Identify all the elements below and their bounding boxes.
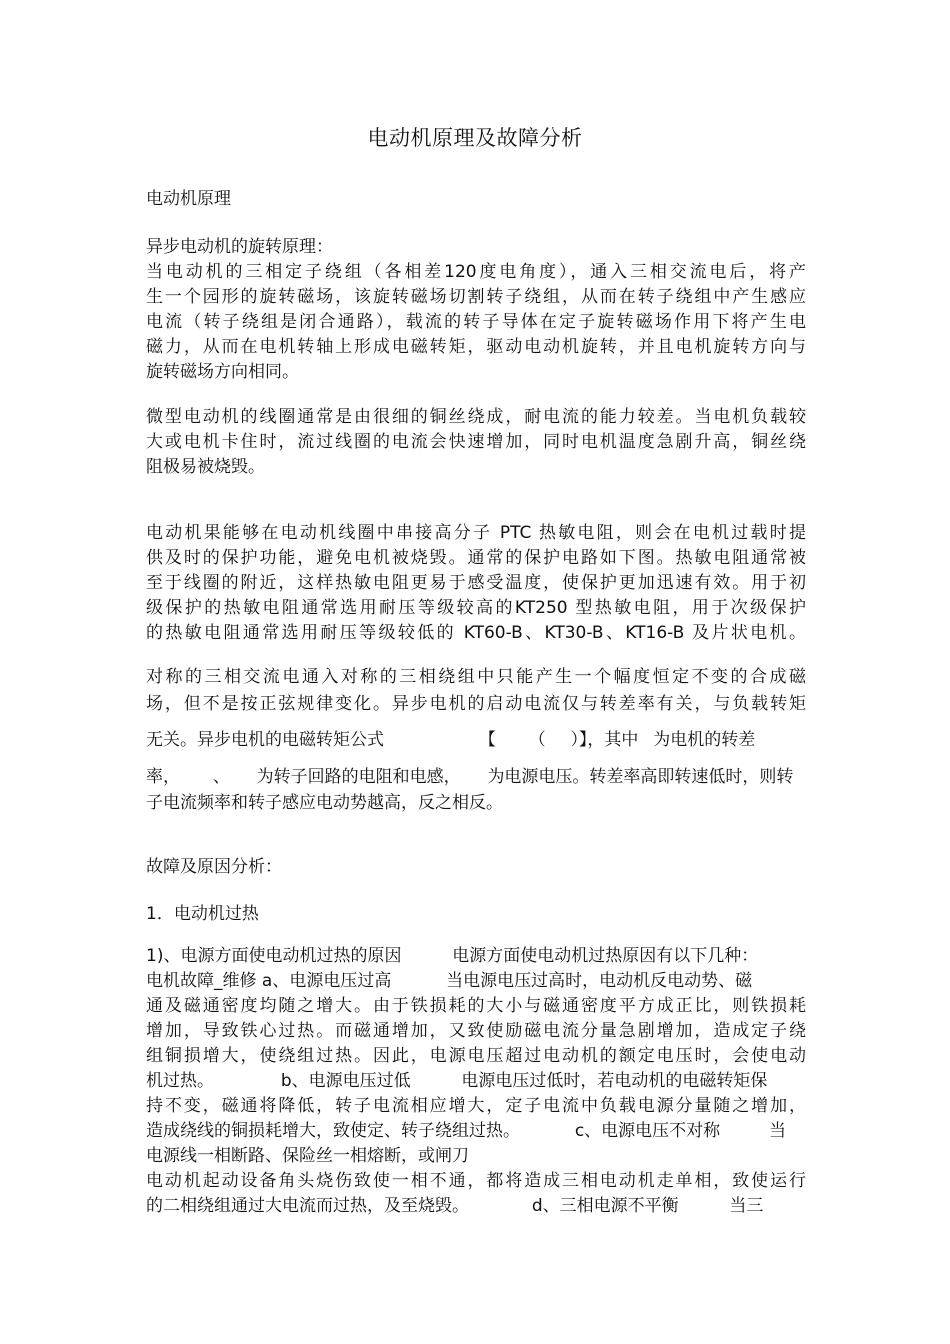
paragraph-segment: 电源方面使电动机过热原因有以下几种： — [452, 946, 759, 966]
document-title: 电动机原理及故障分析 — [367, 126, 583, 150]
formula-separator: 、 — [212, 767, 230, 787]
paragraph-line: 阻极易被烧毁。 — [146, 457, 265, 477]
paragraph-line — [146, 941, 758, 966]
paragraph-segment: 机过热。 — [146, 1071, 214, 1091]
paragraph-line: 电源线一相断路、保险丝一相熔断，或闸刀 — [146, 1146, 469, 1166]
subheading-rotation: 异步电动机的旋转原理： — [146, 237, 333, 257]
paragraph-segment: d、三相电源不平衡 — [531, 1196, 679, 1216]
formula-bracket-open: 【 — [478, 730, 496, 750]
paragraph-segment: 当三 — [729, 1196, 764, 1216]
paragraph-line: 磁力，从而在电机转轴上形成电磁转矩，驱动电动机旋转，并且电机旋转方向与 — [146, 337, 806, 357]
paragraph-line: 旋转磁场方向相同。 — [146, 362, 299, 382]
paragraph-line: 大或电机卡住时，流过线圈的电流会快速增加，同时电机温度急剧升高，铜丝绕 — [146, 432, 806, 452]
paragraph-segment: 造成绕线的铜损耗增大，致使定、转子绕组过热。 — [146, 1121, 520, 1141]
formula-line-text: 为电源电压。转差率高即转速低时，则转 — [487, 767, 794, 787]
paragraph-line: 子电流频率和转子感应电动势越高，反之相反。 — [146, 793, 503, 813]
paragraph-line: 微型电动机的线圈通常是由很细的铜丝绕成，耐电流的能力较差。当电机负载较 — [146, 407, 806, 427]
paragraph-line — [146, 1116, 786, 1141]
paragraph-segment: c、电源电压不对称 — [574, 1121, 721, 1141]
paragraph-segment: 当 — [768, 1121, 786, 1141]
section-heading-faults: 故障及原因分析： — [146, 857, 282, 877]
paragraph-line: 通及磁通密度均随之增大。由于铁损耗的大小与磁通密度平方成正比，则铁损耗 — [146, 996, 806, 1016]
paragraph-segment: 电机故障_维修 a、电源电压过高 — [146, 971, 392, 991]
paragraph-line: 持不变，磁通将降低，转子电流相应增大，定子电流中负载电源分量随之增加， — [146, 1096, 806, 1116]
paragraph-line: 生一个园形的旋转磁场，该旋转磁场切割转子绕组，从而在转子绕组中产生感应 — [146, 287, 806, 307]
paragraph-segment: 电源电压过低时，若电动机的电磁转矩保 — [461, 1071, 768, 1091]
paragraph-segment: 1)、电源方面使电动机过热的原因 — [146, 946, 402, 966]
paragraph-line: 电动机果能够在电动机线圈中串接高分子 PTC 热敏电阻，则会在电机过载时提 — [146, 523, 806, 543]
paragraph-line: 供及时的保护功能，避免电机被烧毁。通常的保护电路如下图。热敏电阻通常被 — [146, 548, 806, 568]
paragraph-segment: b、电源电压过低 — [280, 1071, 411, 1091]
formula-line-text: 无关。异步电机的电磁转矩公式 — [146, 730, 384, 750]
paragraph-line: 增加，导致铁心过热。而磁通增加，又致使励磁电流分量急剧增加，造成定子绕 — [146, 1021, 806, 1041]
paragraph-line — [146, 1066, 767, 1091]
formula-paren-open: （ — [528, 730, 546, 750]
paragraph-line: 对称的三相交流电通入对称的三相绕组中只能产生一个幅度恒定不变的合成磁 — [146, 667, 806, 687]
formula-line — [146, 725, 755, 750]
paragraph-line: 的热敏电阻通常选用耐压等级较低的 KT60-B、KT30-B、KT16-B 及片状电机。 — [146, 623, 806, 643]
paragraph-line: 至于线圈的附近，这样热敏电阻更易于感受温度，使保护更加迅速有效。用于初 — [146, 573, 806, 593]
formula-line — [146, 762, 793, 787]
paragraph-line: 当电动机的三相定子绕组（各相差120度电角度），通入三相交流电后，将产 — [146, 262, 806, 282]
paragraph-line: 级保护的热敏电阻通常选用耐压等级较高的KT250 型热敏电阻，用于次级保护 — [146, 598, 806, 618]
paragraph-line — [146, 966, 752, 991]
paragraph-line — [146, 1191, 763, 1216]
paragraph-line: 电动机起动设备角头烧伤致使一相不通，都将造成三相电动机走单相，致使运行 — [146, 1171, 806, 1191]
section-heading-principle: 电动机原理 — [146, 189, 231, 209]
formula-line-text: 率， — [146, 767, 180, 787]
list-item-heading: 1．电动机过热 — [146, 904, 259, 924]
paragraph-segment: 的二相绕组通过大电流而过热，及至烧毁。 — [146, 1196, 469, 1216]
formula-bracket-close: ）】，其中 — [570, 730, 639, 750]
paragraph-line: 组铜损增大，使绕组过热。因此，电源电压超过电动机的额定电压时，会使电动 — [146, 1046, 806, 1066]
formula-line-tail: 为电机的转差 — [653, 730, 756, 750]
paragraph-line: 电流（转子绕组是闭合通路），载流的转子导体在定子旋转磁场作用下将产生电 — [146, 312, 806, 332]
paragraph-segment: 当电源电压过高时，电动机反电动势、磁 — [446, 971, 753, 991]
paragraph-line: 场，但不是按正弦规律变化。异步电机的启动电流仅与转差率有关，与负载转矩 — [146, 694, 806, 714]
formula-line-text: 为转子回路的电阻和电感， — [256, 767, 461, 787]
